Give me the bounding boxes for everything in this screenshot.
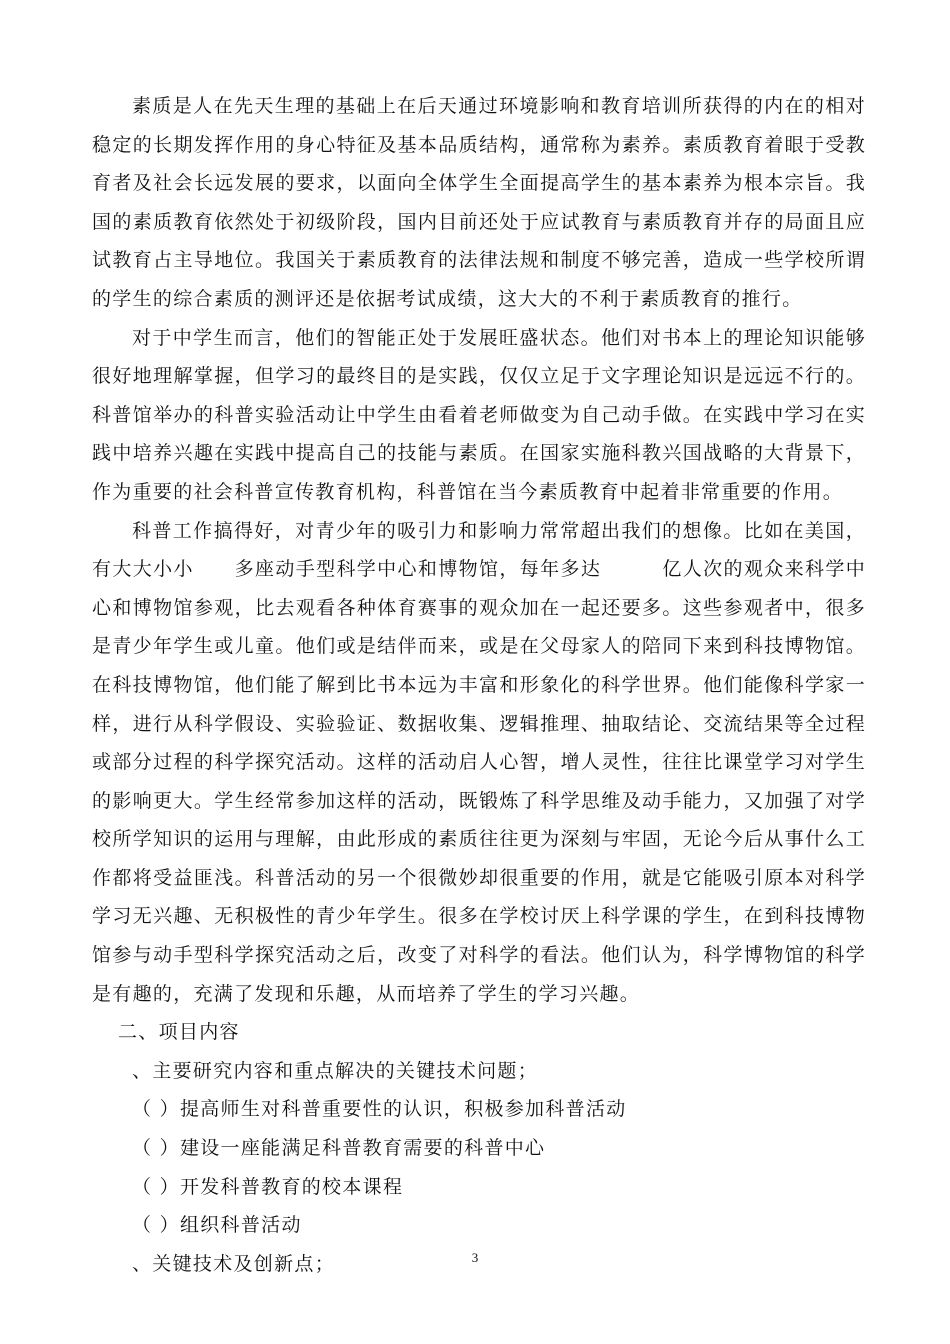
section-heading-project-content: 二、项目内容	[118, 1021, 240, 1044]
list-item: （ ）建设一座能满足科普教育需要的科普中心	[132, 1137, 546, 1160]
list-item: （ ）开发科普教育的校本课程	[132, 1175, 404, 1198]
paragraph-middle-school-students: 对于中学生而言，他们的智能正处于发展旺盛状态。他们对书本上的理论知识能够很好地理解掌握，但学习的最终目的是实践，仅仅立足于文字理论知识是远远不行的。科普馆举办的科普实验活动让中学生由看着老师做变为自己动手做。在实践中学习在实践中培养兴趣在实践中提高自己的技能与素质。在国家实施科教兴国战略的大背景下，作为重要的社会科普宣传教育机构，科普馆在当今素质教育中起着非常重要的作用。	[92, 326, 866, 503]
list-item: （ ）组织科普活动	[132, 1214, 302, 1237]
document-body	[92, 87, 866, 1283]
paragraph-science-popularization: 科普工作搞得好，对青少年的吸引力和影响力常常超出我们的想像。比如在美国，有大大小小 多座动手型科学中心和博物馆，每年多达 亿人次的观众来科学中心和博物馆参观，比去观看各种体育赛事的观众加在一起还要多。这些参观者中，很多是青少年学生或儿童。他们或是结伴而来，或是在父母家人的陪同下来到科技博物馆。在科技博物馆，他们能了解到比书本远为丰富和形象化的科学世界。他们能像科学家一样，进行从科学假设、实验验证、数据收集、逻辑推理、抽取结论、交流结果等全过程或部分过程的科学探究活动。这样的活动启人心智，增人灵性，往往比课堂学习对学生的影响更大。学生经常参加这样的活动，既锻炼了科学思维及动手能力，又加强了对学校所学知识的运用与理解，由此形成的素质往往更为深刻与牢固，无论今后从事什么工作都将受益匪浅。科普活动的另一个很微妙却很重要的作用，就是它能吸引原本对科学学习无兴趣、无积极性的青少年学生。很多在学校讨厌上科学课的学生，在到科技博物馆参与动手型科学探究活动之后，改变了对科学的看法。他们认为，科学博物馆的科学是有趣的，充满了发现和乐趣，从而培养了学生的学习兴趣。	[92, 519, 866, 1005]
project-content-list	[92, 1052, 866, 1284]
paragraph-quality-definition: 素质是人在先天生理的基础上在后天通过环境影响和教育培训所获得的内在的相对稳定的长期发挥作用的身心特征及基本品质结构，通常称为素养。素质教育着眼于受教育者及社会长远发展的要求，以面向全体学生全面提高学生的基本素养为根本宗旨。我国的素质教育依然处于初级阶段，国内目前还处于应试教育与素质教育并存的局面且应试教育占主导地位。我国关于素质教育的法律法规和制度不够完善，造成一些学校所谓的学生的综合素质的测评还是依据考试成绩，这大大的不利于素质教育的推行。	[92, 95, 866, 310]
list-item: 、主要研究内容和重点解决的关键技术问题；	[132, 1059, 539, 1082]
list-item: 、关键技术及创新点；	[132, 1252, 336, 1275]
list-item: （ ）提高师生对科普重要性的认识，积极参加科普活动	[132, 1098, 627, 1121]
page-number: 3	[471, 1250, 479, 1265]
